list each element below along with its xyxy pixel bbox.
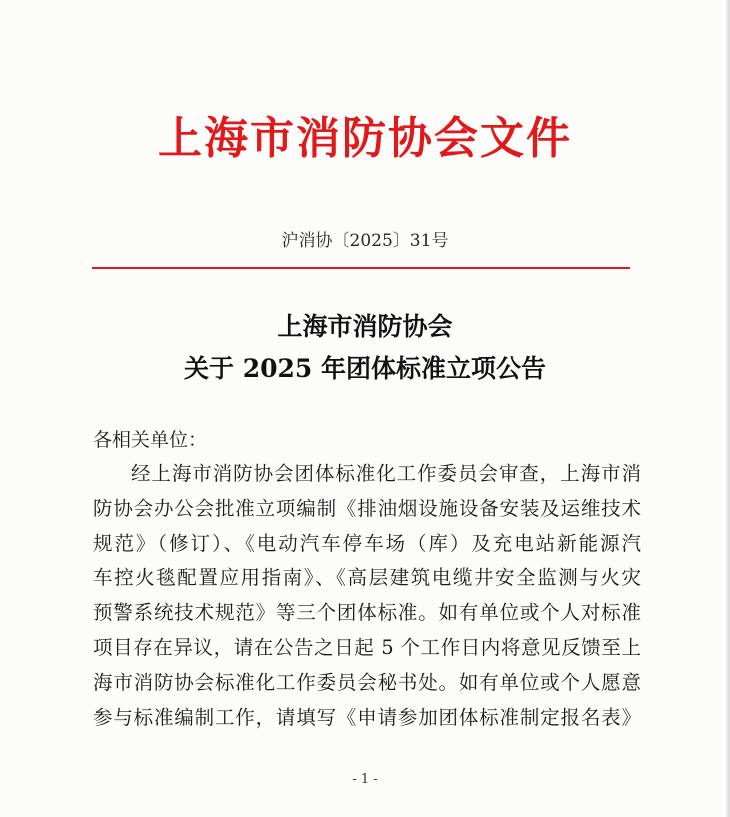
body-line: 规范》（修订）、《电动汽车停车场（库）及充电站新能源汽 <box>93 531 641 555</box>
body-line: 项目存在异议，请在公告之日起 5 个工作日内将意见反馈至上 <box>93 635 641 659</box>
body-line: 预警系统技术规范》等三个团体标准。如有单位或个人对标准 <box>93 601 641 625</box>
salutation: 各相关单位： <box>93 429 208 451</box>
notice-title-line-2: 关于 2025 年团体标准立项公告 <box>184 354 546 383</box>
notice-title-line-1: 上海市消防协会 <box>277 312 453 341</box>
body-paragraph <box>93 457 641 735</box>
page-number: - 1 - <box>352 772 378 787</box>
body-line: 防协会办公会批准立项编制《排油烟设施设备安装及运维技术 <box>93 496 641 520</box>
body-line: 海市消防协会标准化工作委员会秘书处。如有单位或个人愿意 <box>93 670 641 694</box>
notice-title <box>0 306 730 390</box>
document-number: 沪消协〔2025〕31号 <box>281 231 449 251</box>
body-line: 经上海市消防协会团体标准化工作委员会审查，上海市消 <box>131 462 641 485</box>
red-divider-line <box>92 267 630 269</box>
body-line: 车控火毯配置应用指南》、《高层建筑电缆井安全监测与火灾 <box>93 566 641 590</box>
body-line: 参与标准编制工作，请填写《申请参加团体标准制定报名表》 <box>93 705 641 729</box>
document-header-title: 上海市消防协会文件 <box>158 113 572 164</box>
